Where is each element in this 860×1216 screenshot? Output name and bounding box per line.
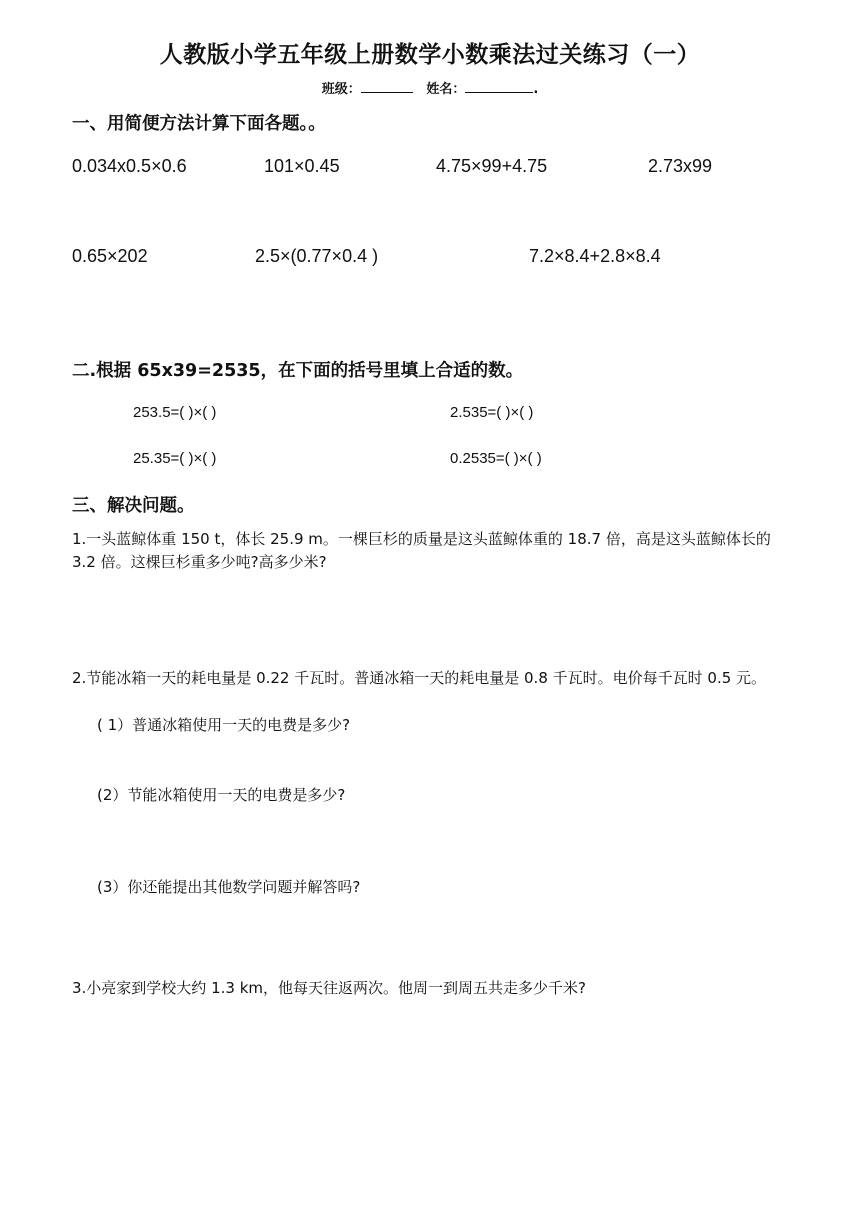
expression: 7.2×8.4+2.8×8.4 — [529, 246, 661, 266]
question-1: 1.一头蓝鲸体重 150 t，体长 25.9 m。一棵巨杉的质量是这头蓝鲸体重的 18.7 倍，高是这头蓝鲸体长的 3.2 倍。这棵巨杉重多少吨?高多少米? — [72, 530, 771, 571]
question-2-part-3: (3）你还能提出其他数学问题并解答吗? — [97, 878, 361, 896]
expression: 4.75×99+4.75 — [436, 156, 548, 176]
expression: 101×0.45 — [264, 156, 340, 176]
question-3: 3.小亮家到学校大约 1.3 km，他每天往返两次。他周一到周五共走多少千米? — [72, 979, 586, 997]
student-info — [0, 78, 860, 97]
question-2: 2.节能冰箱一天的耗电量是 0.22 千瓦时。普通冰箱一天的耗电量是 0.8 千瓦时。电价每千瓦时 0.5 元。 — [72, 669, 767, 687]
expression: 0.034x0.5×0.6 — [72, 156, 187, 176]
expression: 2.73x99 — [648, 156, 713, 176]
question-2-part-2: (2）节能冰箱使用一天的电费是多少? — [97, 786, 346, 804]
name-blank — [465, 78, 533, 93]
class-blank — [361, 78, 413, 93]
expression: 2.5×(0.77×0.4 ) — [255, 246, 379, 266]
section3-heading: 三、解决问题。 — [72, 496, 195, 516]
fill-item: 0.2535=( )×( ) — [450, 450, 542, 467]
fill-item: 2.535=( )×( ) — [450, 404, 534, 421]
section2-heading: 二.根据 65x39=2535，在下面的括号里填上合适的数。 — [72, 361, 524, 381]
page-title: 人教版小学五年级上册数学小数乘法过关练习（一） — [159, 42, 701, 68]
section1-heading: 一、用简便方法计算下面各题。。 — [72, 114, 326, 134]
fill-item: 253.5=( )×( ) — [133, 404, 217, 421]
fill-item: 25.35=( )×( ) — [133, 450, 217, 467]
info-end: . — [533, 82, 539, 97]
question-2-part-1: ( 1）普通冰箱使用一天的电费是多少? — [97, 716, 351, 734]
class-label: 班级： — [321, 82, 361, 97]
name-label: 姓名： — [426, 82, 466, 97]
expression: 0.65×202 — [72, 246, 148, 266]
